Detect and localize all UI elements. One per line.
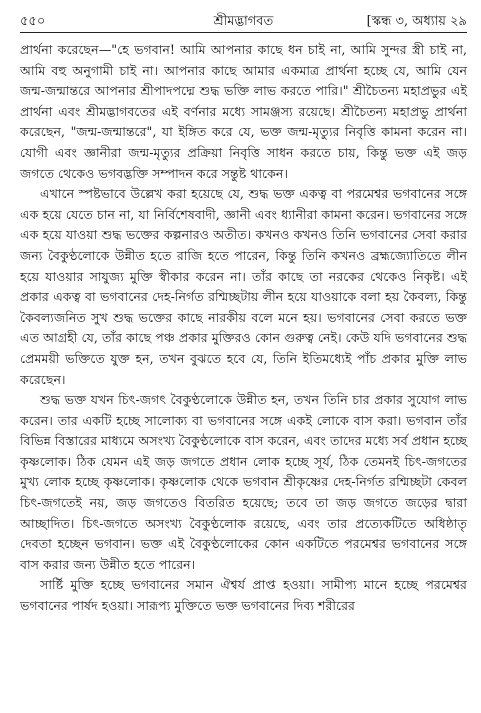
paragraph: সার্ষ্টি মুক্তি হচ্ছে ভগবানের সমান ঐশ্বর্য প্রাপ্ত হওয়া। সামীপ্য মানে হচ্ছে পরমেশ্বর ভগবানের পার্ষদ হওয়া। সারূপ্য মুক্তিতে ভক্ত ভগবানের দিব্য শরীরের xyxy=(20,577,467,614)
paragraph-continued: প্রার্থনা করেছেন—"হে ভগবান! আমি আপনার কাছে ধন চাই না, আমি সুন্দর স্ত্রী চাই না, আমি বহু অনুগামী চাই না। আপনার কাছে আমার একমাত্র প্রার্থনা হচ্ছে যে, আমি যেন জন্ম-জন্মান্তরে আপনার শ্রীপাদপদ্মে শুদ্ধ ভক্তি লাভ করতে পারি।" শ্রীচৈতন্য মহাপ্রভুর এই প্রার্থনা এবং শ্রীমদ্ভাগবতের এই বর্ণনার মধ্যে সামঞ্জস্য রয়েছে। শ্রীচৈতন্য মহাপ্রভু প্রার্থনা করেছেন, "জন্ম-জন্মান্তরে", যা ইঙ্গিত করে যে, ভক্ত জন্ম-মৃত্যুর নিবৃত্তি কামনা করেন না। যোগী এবং জ্ঞানীরা জন্ম-মৃত্যুর প্রক্রিয়া নিবৃত্তি সাধন করতে চায়, কিন্তু ভক্ত এই জড় জগতে থেকেও ভগবদ্ভক্তি সম্পাদন করে সন্তুষ্ট থাকেন। xyxy=(20,42,467,181)
page-header xyxy=(20,10,467,33)
body-text xyxy=(20,40,467,617)
running-title: শ্রীমদ্ভাগবত xyxy=(213,14,274,29)
paragraph: এখানে স্পষ্টভাবে উল্লেখ করা হয়েছে যে, শুদ্ধ ভক্ত একত্ব বা পরমেশ্বর ভগবানের সঙ্গে এক হয়ে যেতে চান না, যা নির্বিশেষবাদী, জ্ঞানী এবং ধ্যানীরা কামনা করেন। ভগবানের সঙ্গে এক হয়ে যাওয়া শুদ্ধ ভক্তের কল্পনারও অতীত। কখনও কখনও তিনি ভগবানের সেবা করার জন্য বৈকুণ্ঠলোকে উন্নীত হতে রাজি হতে পারেন, কিন্তু তিনি কখনও ব্রহ্মজ্যোতিতে লীন হয়ে যাওয়ার সাযুজ্য মুক্তি স্বীকার করেন না। তাঁর কাছে তা নরকের থেকেও নিকৃষ্ট। এই প্রকার একত্ব বা ভগবানের দেহ-নির্গত রশ্মিচ্ছটায় লীন হয়ে যাওয়াকে বলা হয় কৈবল্য, কিন্তু কৈবল্যজনিত সুখ শুদ্ধ ভক্তের কাছে নারকীয় বলে মনে হয়। ভগবানের সেবা করতে ভক্ত এত আগ্রহী যে, তাঁর কাছে পঞ্চ প্রকার মুক্তিরও কোন গুরুত্ব নেই। কেউ যদি ভগবানের শুদ্ধ প্রেমময়ী ভক্তিতে যুক্ত হন, তখন বুঝতে হবে যে, তিনি ইতিমধ্যেই পাঁচ প্রকার মুক্তি লাভ করেছেন। xyxy=(20,186,467,387)
page-number: ৫৫০ xyxy=(20,14,46,29)
paragraph: শুদ্ধ ভক্ত যখন চিৎ-জগৎ বৈকুণ্ঠলোকে উন্নীত হন, তখন তিনি চার প্রকার সুযোগ লাভ করেন। তার একটি হচ্ছে সালোক্য বা ভগবানের সঙ্গে একই লোকে বাস করা। ভগবান তাঁর বিভিন্ন বিস্তারের মাধ্যমে অসংখ্য বৈকুণ্ঠলোকে বাস করেন, এবং তাদের মধ্যে সর্ব প্রধান হচ্ছে কৃষ্ণলোক। ঠিক যেমন এই জড় জগতে প্রধান লোক হচ্ছে সূর্য, ঠিক তেমনই চিৎ-জগতের মুখ্য লোক হচ্ছে কৃষ্ণলোক। কৃষ্ণলোক থেকে ভগবান শ্রীকৃষ্ণের দেহ-নির্গত রশ্মিচ্ছটা কেবল চিৎ-জগতেই নয়, জড় জগতেও বিতরিত হয়েছে; তবে তা জড় জগতে জড়ের দ্বারা আচ্ছাদিত। চিৎ-জগতে অসংখ্য বৈকুণ্ঠলোক রয়েছে, এবং তার প্রত্যেকটিতে অধিষ্ঠাতৃ দেবতা হচ্ছেন ভগবান। ভক্ত এই বৈকুণ্ঠলোকের কোন একটিতে পরমেশ্বর ভগবানের সঙ্গে বাস করার জন্য উন্নীত হতে পারেন। xyxy=(20,392,467,572)
section-reference: [স্কন্ধ ৩, অধ্যায় ২৯ xyxy=(366,14,467,29)
